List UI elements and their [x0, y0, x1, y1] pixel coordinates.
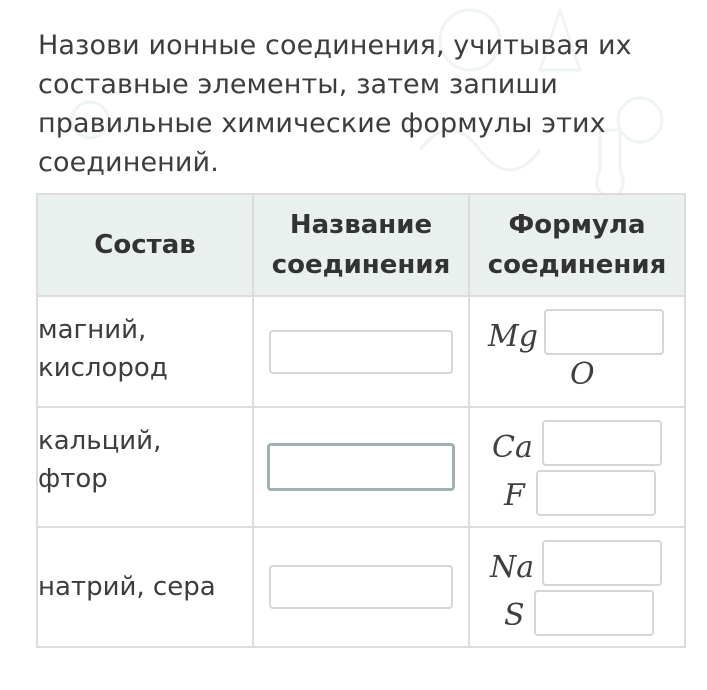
name-cell: [253, 407, 469, 527]
answer-table: [36, 193, 686, 648]
formula-cell: [469, 407, 685, 527]
name-cell: [253, 527, 469, 647]
header-formula-line2: соединения: [487, 250, 667, 280]
element-symbol: Ca: [492, 430, 533, 465]
composition-line: натрий, сера: [38, 572, 216, 602]
compound-name-input[interactable]: [269, 565, 453, 609]
header-name-line2: соединения: [271, 250, 451, 280]
header-composition-label: Состав: [94, 230, 196, 260]
composition-line: кальций,: [38, 426, 162, 456]
formula-subscript-input[interactable]: [544, 309, 664, 355]
table-row: [37, 296, 685, 407]
compound-name-input[interactable]: [269, 330, 453, 374]
header-compound-formula: [469, 194, 685, 296]
formula-subscript-input[interactable]: [542, 540, 662, 586]
element-symbol: Mg: [488, 319, 538, 354]
formula-subscript-input[interactable]: [536, 470, 656, 516]
header-name-line1: Название: [289, 210, 433, 240]
composition-cell: [37, 296, 253, 407]
header-composition: [37, 194, 253, 296]
composition-cell: [37, 527, 253, 647]
composition-line: магний,: [38, 315, 147, 345]
composition-line: кислород: [38, 353, 168, 383]
table-row: [37, 407, 685, 527]
composition-cell: [37, 407, 253, 527]
formula-cell: [469, 527, 685, 647]
element-symbol: O: [570, 357, 595, 392]
formula-cell: [469, 296, 685, 407]
header-formula-line1: Формула: [508, 210, 646, 240]
question-text: Назови ионные соединения, учитывая их составные элементы, затем запиши правильные химические формулы этих соединений.: [38, 30, 632, 178]
element-symbol: Na: [490, 550, 535, 585]
element-symbol: S: [504, 598, 525, 633]
formula-subscript-input[interactable]: [542, 420, 662, 466]
name-cell: [253, 296, 469, 407]
formula-subscript-input[interactable]: [534, 590, 654, 636]
table-row: [37, 527, 685, 647]
header-compound-name: [253, 194, 469, 296]
element-symbol: F: [504, 478, 525, 513]
composition-line: фтор: [38, 464, 108, 494]
compound-name-input[interactable]: [267, 443, 455, 491]
